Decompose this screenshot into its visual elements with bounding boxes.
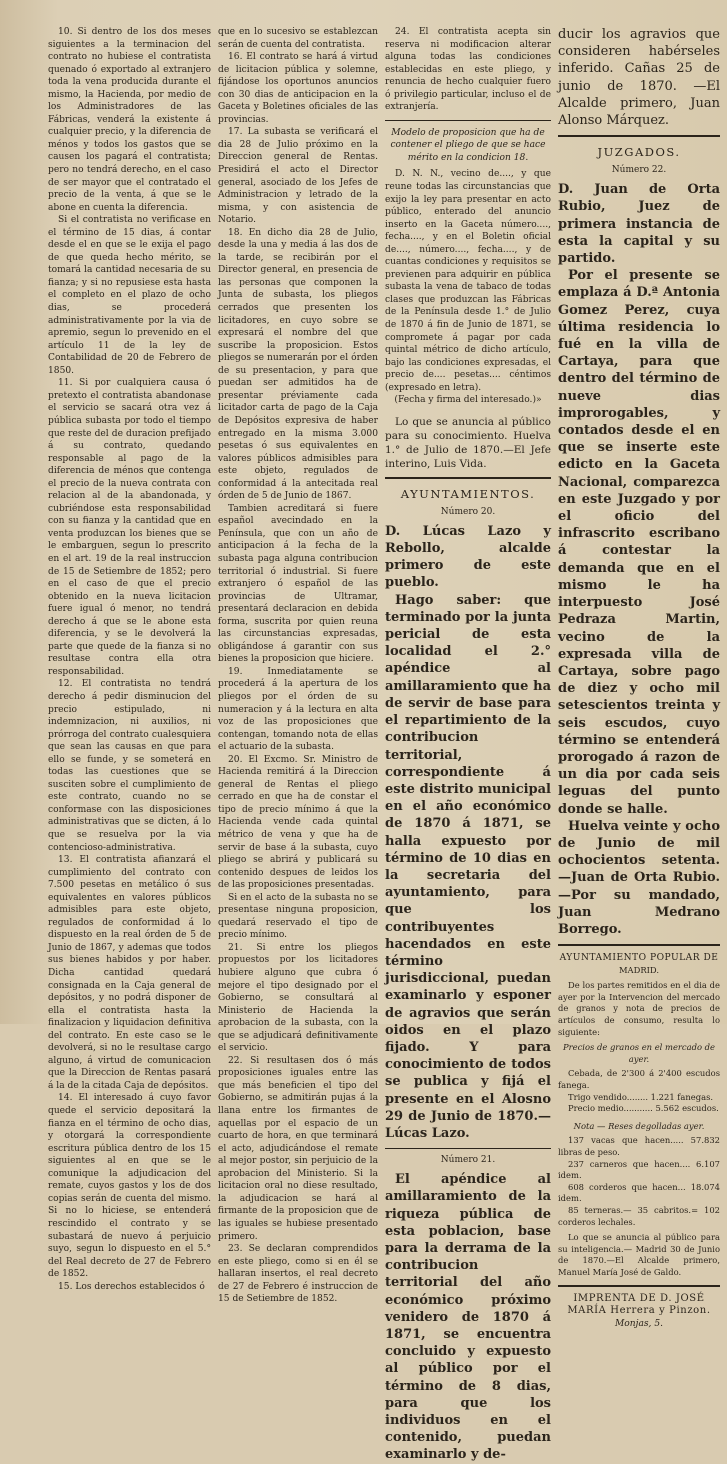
divider	[558, 1285, 720, 1287]
paragraph: 15. Los derechos establecidos ó	[58, 1281, 205, 1292]
price-line: Trigo vendido........ 1.221 fanegas.	[568, 1091, 714, 1102]
column-3	[385, 26, 551, 1463]
notice-body: Por el presente se emplaza á D.ª Antonia Gomez Perez, cuya última residencia lo fué en la villa de Cartaya, para que dentro del término de nueve dias improrogables, y contados desde el en que se inserte este edicto en la Gaceta Nacional, comparezca en este Juzgado y por el oficio del infrascrito escribano á contestar la demanda que en el mismo le ha interpuesto José Pedraza Martin, vecino de la expresada villa de Cartaya, sobre pago de diez y ocho mil setescientos treinta y seis escudos, cuyo término se entenderá prorogado á razon de un dia por cada seis leguas del punto donde se halle.	[558, 268, 720, 817]
divider	[385, 1148, 551, 1149]
livestock-line: 137 vacas que hacen..... 57.832 libras de peso.	[558, 1135, 720, 1158]
paragraph: 18. En dicho dia 28 de Julio, desde la una y media á las dos de la tarde, se recibirán por el Director general, en presencia de las personas que componen la Junta de subasta, los pliegos cerrados que presenten los licitadores, en cuyo sobre se expresará el nombre del que suscribe la proposicion. Estos pliegos se numerarán por el órden de su presentacion, y para que puedan ser admitidos ha de presentar préviamente cada licitador carta de pago de la Caja de Depósitos expresiva de haber entregado en la misma 3.000 pesetas ó sus equivalentes en valores públicos admisibles para este objeto, regulados de conformidad á la antecitada real órden de 5 de Junio de 1867.	[218, 227, 378, 502]
column-4	[558, 26, 720, 1329]
paragraph: 17. La subasta se verificará el dia 28 de Julio próximo en la Direccion general de Rentas. Presidirá el acto el Director general, asociado de los Jefes de Administracion y letrado de la misma, y con asistencia de Notario.	[218, 127, 378, 226]
printer-address: Monjas, 5.	[614, 1318, 663, 1329]
paragraph: Si el contratista no verificase en el término de 15 dias, á contar desde el en que se le exija el pago de que queda hecho mérito, se tomará la cantidad necesaria de su fianza; y si no repusiese esta hasta el completo en el plazo de ocho dias, se procederá administrativamente por la via de apremio, segun lo prevenido en el artículo 11 de la ley de Contabilidad de 20 de Febrero de 1850.	[48, 215, 211, 376]
divider	[385, 120, 551, 121]
column-2	[218, 26, 378, 1305]
paragraph: 24. El contratista acepta sin reserva ni modificacion alterar alguna todas las condiciones establecidas en este pliego, y renuncia de hecho cualquier fuero ó privilegio particular, incluso el de extranjería.	[385, 27, 551, 113]
divider	[558, 135, 720, 137]
livestock-line: 85 terneras.— 35 cabritos.= 102 corderos lechales.	[558, 1204, 720, 1227]
modelo-title: Modelo de proposicion que ha de contener el pliego de que se hace mérito en la condicion 18.	[390, 127, 546, 163]
divider	[558, 944, 720, 946]
paragraph: 20. El Excmo. Sr. Ministro de Hacienda remitirá á la Direccion general de Rentas el pliego cerrado en que ha de constar el tipo de precio mínimo á que la Hacienda vende cada quintal métrico de vena y que ha de servir de base á la subasta, cuyo pliego se abrirá y publicará su contenido despues de leidos los de las proposiciones presentadas.	[218, 754, 378, 891]
paragraph: 22. Si resultasen dos ó más proposiciones iguales entre las que más beneficien el tipo del Gobierno, se admitirán pujas á la llana entre los firmantes de aquellas por el espacio de un cuarto de hora, en que terminará el acto, adjudicándose el remate al mejor postor, sin perjuicio de la aprobacion del Ministerio. Si la licitacion oral no diese resultado, la adjudicacion se hará al firmante de la proposicion que de las iguales se hubiese presentado primero.	[218, 1055, 378, 1242]
notice-number: Número 20.	[440, 506, 496, 517]
price-line: Cebada, de 2'300 á 2'400 escudos fanega.	[558, 1068, 720, 1091]
paragraph: 13. El contratista afianzará el cumplimiento del contrato con 7.500 pesetas en metálico ó sus equivalentes en valores públicos admisibles para este objeto, regulados de conformidad á lo dispuesto en la real órden de 5 de Junio de 1867, y ademas que todos sus bienes habidos y por haber. Dicha cantidad quedará consignada en la Caja general de depósitos, y no podrá disponer de ella el contratista hasta la finalizacion y liquidacion definitiva del contrato. En este caso se le devolverá, si no le resultase cargo alguno, á virtud de comunicacion que la Direccion de Rentas pasará á la de la citada Caja de depósitos.	[48, 855, 211, 1091]
section-heading: AYUNTAMIENTOS.	[400, 486, 536, 501]
paragraph: 19. Inmediatamente se procederá á la apertura de los pliegos por el órden de su numeracion y á la lectura en alta voz de las proposiciones que contengan, tomando nota de ellas el actuario de la subasta.	[218, 666, 378, 753]
paragraph: 14. El interesado á cuyo favor quede el servicio depositará la fianza en el término de ocho dias, y otorgará la correspondiente escritura pública dentro de los 15 siguientes al en que se le comunique la adjudicacion del remate, cuyos gastos y los de dos copias serán de cuenta del mismo. Si no lo hiciese, se entenderá rescindido el contrato y se subastará de nuevo á perjuicio suyo, segun lo dispuesto en el 5.° del Real decreto de 27 de Febrero de 1852.	[48, 1093, 211, 1280]
livestock-line: 237 carneros que hacen.... 6.107 idem.	[558, 1158, 720, 1181]
paragraph: 11. Si por cualquiera causa ó pretexto el contratista abandonase el servicio se sacará otra vez á pública subasta por todo el tiempo que reste del de duracion prefijado á su contrato, quedando responsable al pago de la diferencia de ménos que contenga el precio de la nueva contrata con relacion al de la abandonada, y cubriéndose esta responsabilidad con su fianza y la cantidad que en venta produzcan los bienes que se le embarguen, segun lo prescrito en el art. 19 de la real instruccion de 15 de Setiembre de 1852; pero en el caso de que el precio obtenido en la nueva licitacion fuere igual ó menor, no tendrá derecho á que se le abone esta diferencia, y se le devolverá la parte que quede de la fianza si no resultase contra ella otra responsabilidad.	[48, 378, 211, 677]
paragraph: De los partes remitidos en el dia de ayer por la Intervencion del mercado de granos y nota de precios de artículos de consumo, resulta lo siguiente:	[558, 980, 720, 1037]
nota-title: Nota — Reses degolladas ayer.	[573, 1120, 705, 1131]
paragraph: 23. Se declaran comprendidos en este pliego, como si en él se hallaran insertos, el real decreto de 27 de Febrero é instruccion de 15 de Setiembre de 1852.	[218, 1244, 378, 1305]
closing: Lo que se anuncia al público para su inteligencia.— Madrid 30 de Junio de 1870.—El Alcalde primero, Manuel María José de Galdo.	[558, 1232, 720, 1277]
printer-imprint: IMPRENTA DE D. JOSÉ MARÍA Herrera y Pinzon.	[567, 1292, 711, 1317]
modelo-body: D. N. N., vecino de...., y que reune todas las circunstancias que exijo la ley para presentar en acto público, enterado del anuncio inserto en la Gaceta número...., fecha...., y en el Boletin oficial de...., número...., fecha...., y de cuantas condiciones y requisitos se previenen para adquirir en pública subasta la vena de tabaco de todas clases que produzcan las Fábricas de la Península desde 1.° de Julio de 1870 á fin de Junio de 1871, se compromete á pagar por cada quintal métrico de dicho artículo, bajo las condiciones expresadas, el precio de.... pesetas.... céntimos (expresado en letra).	[385, 169, 551, 393]
notice-number: Número 22.	[611, 165, 667, 176]
modelo-signature: (Fecha y firma del interesado.)»	[394, 395, 542, 406]
paragraph: 16. El contrato se hará á virtud de licitacion pública y solemne, fijándose los oportunos anuncios con 30 dias de anticipacion en la Gaceta y Boletines oficiales de las provincias.	[218, 52, 378, 125]
paragraph: 10. Si dentro de los dos meses siguientes a la terminacion del contrato no hubiese el contratista quenado ó exportado al extranjero toda la vena producida durante el mismo, la Hacienda, por medio de los Administradores de las Fábricas, venderá la existente á cualquier precio, y la diferencia de ménos y todos los gastos que se causen los pagará el contratista; pero no tendrá derecho, en el caso de ser mayor que el contratado el precio de la venta, á que se le abone en cuenta la diferencia.	[48, 27, 211, 213]
column-1	[48, 26, 211, 1292]
notice-number: Número 21.	[440, 1155, 496, 1166]
paragraph: que en lo sucesivo se establezcan serán de cuenta del contratista.	[218, 27, 378, 50]
notice-body: Hago saber: que terminado por la junta pericial de esta localidad el 2.° apéndice al amillaramiento que ha de servir de base para el repartimiento de la contribucion territorial, correspondiente á este distrito municipal en el año económico de 1870 á 1871, se halla expuesto por término de 10 dias en la secretaria del ayuntamiento, para que los contribuyentes hacendados en este término jurisdiccional, puedan examinarlo y esponer de agravios que serán oidos en el plazo fijado. Y para conocimiento de todos se publica y fijá el presente en el Alosno 29 de Junio de 1870.—Lúcas Lazo.	[385, 592, 551, 1141]
livestock-line: 608 corderos que hacen... 18.074 idem.	[558, 1181, 720, 1204]
section-subheading: MADRID.	[618, 964, 660, 975]
paragraph: Si en el acto de la subasta no se presentase ninguna proposicion, quedará reservado el tipo de precio mínimo.	[218, 892, 378, 941]
paragraph: Tambien acreditará si fuere español avecindado en la Península, que con un año de anticipacion á la fecha de la subasta paga alguna contribucion territorial ó industrial. Si fuere extranjero ó español de las provincias de Ultramar, presentará declaracion en debida forma, suscrita por quien reuna las circunstancias expresadas, obligándose á garantir con sus bienes la proposicion que hiciere.	[218, 503, 378, 665]
notice-title: D. Lúcas Lazo y Rebollo, alcalde primero de este pueblo.	[385, 523, 551, 591]
notice-body: El apéndice al amillaramiento de la riqueza pública de esta poblacion, base para la derrama de la contribucion territorial del año económico próximo venidero de 1870 á 1871, se encuentra concluido y expuesto al público por el término de 8 dias, para que los individuos en el contenido, puedan examinarlo y de-	[385, 1172, 551, 1463]
section-heading: JUZGADOS.	[597, 145, 681, 160]
price-line: Precio medio........... 5.562 escudos.	[568, 1103, 719, 1114]
paragraph: 21. Si entre los pliegos propuestos por los licitadores hubiere alguno que cubra ó mejore el tipo designado por el Gobierno, se consultará al Ministerio de Hacienda la aprobacion de la subasta, con la que se adjudicará definitivamente el servicio.	[218, 942, 378, 1054]
prices-title: Precios de granos en el mercado de ayer.	[563, 1042, 715, 1064]
notice-signature: Huelva veinte y ocho de Junio de mil ochocientos setenta.—Juan de Orta Rubio.—Por su mandado, Juan Medrano Borrego.	[558, 818, 720, 937]
notice-title: D. Juan de Orta Rubio, Juez de primera instancia de esta la capital y su partido.	[558, 182, 720, 267]
section-heading: AYUNTAMIENTO POPULAR DE	[559, 953, 719, 964]
divider	[385, 477, 551, 479]
paragraph: 12. El contratista no tendrá derecho á pedir disminucion del precio estipulado, ni indemnizacion, ni auxilios, ni prórroga del contrato cualesquiera que sean las causas en que para ello se funde, y se someterá en todas las cuestiones que se susciten sobre el cumplimiento de este contrato, cuando no se conformase con las disposiciones administrativas que se dicten, á lo que se resuelva por la via contencioso-administrativa.	[48, 679, 211, 853]
notice-continuation: ducir los agravios que consideren habérseles inferido. Cañas 25 de junio de 1870. —El Alcalde primero, Juan Alonso Márquez.	[558, 27, 720, 129]
announcement: Lo que se anuncia al público para su conocimiento. Huelva 1.° de Julio de 1870.—El Jefe interino, Luis Vida.	[385, 415, 551, 470]
